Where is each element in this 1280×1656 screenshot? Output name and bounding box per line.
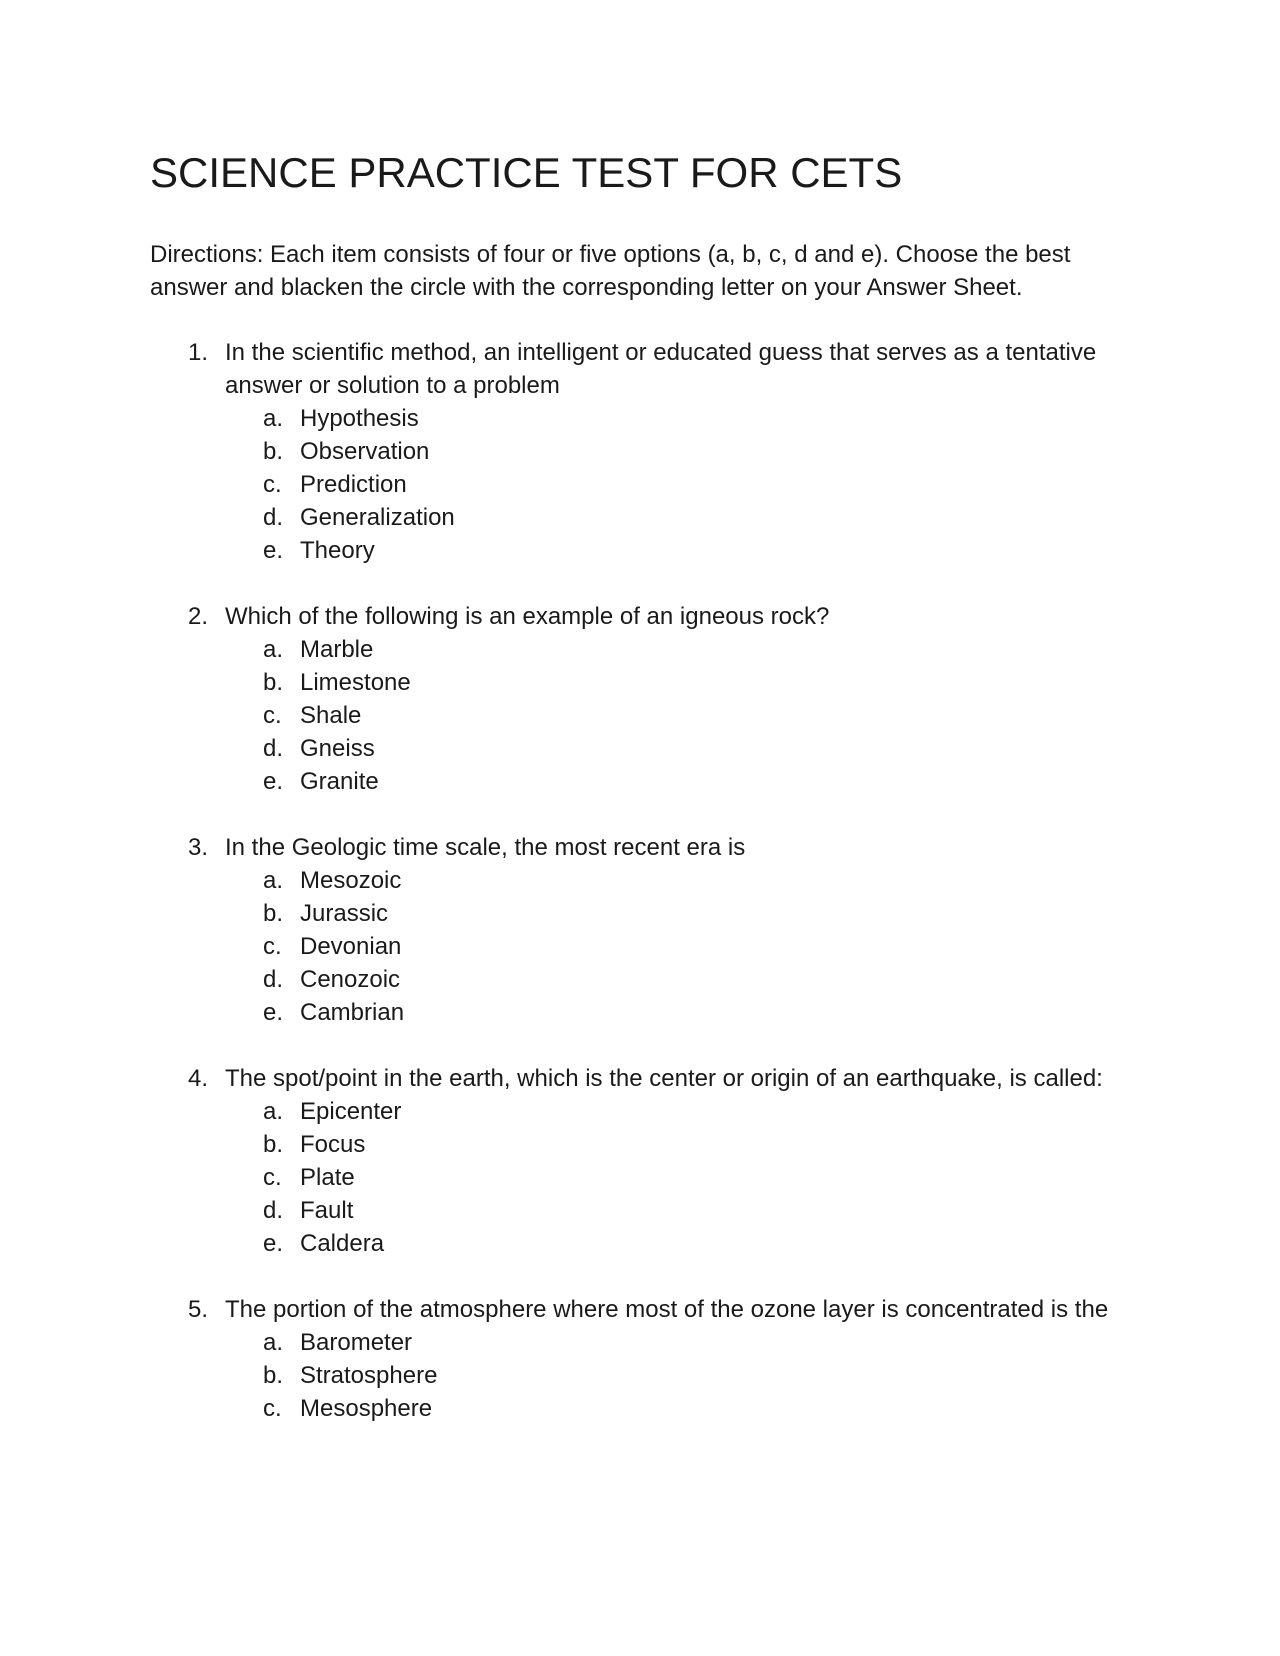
option-text: Barometer — [300, 1329, 413, 1356]
option-item — [150, 996, 1150, 1029]
option-text: Focus — [300, 1131, 366, 1158]
option-item — [150, 930, 1150, 963]
option-letter: a. — [263, 636, 284, 663]
option-item — [150, 1095, 1150, 1128]
question-item — [150, 831, 1150, 1029]
option-item — [150, 699, 1150, 732]
option-item — [150, 501, 1150, 534]
question-text: In the scientific method, an intelligent or educated guess that serves as a tentative answer or solution to a problem — [225, 339, 1097, 399]
option-text: Observation — [300, 438, 430, 465]
directions-text: Directions: Each item consists of four or five options (a, b, c, d and e). Choose the best answer and blacken the circle with the corresponding letter on your Answer Sheet. — [150, 241, 1071, 301]
question-number: 1. — [188, 339, 209, 366]
option-text: Caldera — [300, 1230, 385, 1257]
question-number: 3. — [188, 834, 209, 861]
option-item — [150, 963, 1150, 996]
question-list — [150, 336, 1150, 1458]
option-letter: e. — [263, 768, 284, 795]
option-text: Prediction — [300, 471, 407, 498]
option-text: Cenozoic — [300, 966, 401, 993]
option-letter: c. — [263, 1395, 282, 1422]
option-letter: b. — [263, 1131, 284, 1158]
question-number: 2. — [188, 603, 209, 630]
question-item — [150, 1062, 1150, 1260]
option-text: Generalization — [300, 504, 455, 531]
option-item — [150, 1392, 1150, 1425]
question-text: Which of the following is an example of an igneous rock? — [225, 603, 830, 630]
option-item — [150, 534, 1150, 567]
option-letter: e. — [263, 537, 284, 564]
option-letter: c. — [263, 933, 282, 960]
question-number: 4. — [188, 1065, 209, 1092]
option-item — [150, 1326, 1150, 1359]
option-item — [150, 1227, 1150, 1260]
option-list — [150, 633, 1150, 798]
option-letter: b. — [263, 669, 284, 696]
question-text: In the Geologic time scale, the most recent era is — [225, 834, 746, 861]
question-item — [150, 336, 1150, 567]
option-letter: c. — [263, 1164, 282, 1191]
option-text: Mesosphere — [300, 1395, 433, 1422]
option-text: Fault — [300, 1197, 354, 1224]
question-number: 5. — [188, 1296, 209, 1323]
option-item — [150, 468, 1150, 501]
option-item — [150, 1128, 1150, 1161]
option-letter: a. — [263, 1329, 284, 1356]
option-item — [150, 633, 1150, 666]
option-text: Marble — [300, 636, 374, 663]
option-item — [150, 864, 1150, 897]
option-letter: d. — [263, 1197, 284, 1224]
option-list — [150, 864, 1150, 1029]
option-letter: c. — [263, 471, 282, 498]
option-item — [150, 666, 1150, 699]
option-letter: b. — [263, 1362, 284, 1389]
option-item — [150, 435, 1150, 468]
question-item — [150, 1293, 1150, 1425]
option-item — [150, 1194, 1150, 1227]
option-item — [150, 1359, 1150, 1392]
option-text: Stratosphere — [300, 1362, 438, 1389]
option-letter: a. — [263, 405, 284, 432]
option-text: Plate — [300, 1164, 355, 1191]
option-text: Jurassic — [300, 900, 389, 927]
question-text: The portion of the atmosphere where most of the ozone layer is concentrated is the — [225, 1296, 1109, 1323]
option-letter: e. — [263, 1230, 284, 1257]
option-text: Granite — [300, 768, 379, 795]
option-text: Gneiss — [300, 735, 375, 762]
option-letter: b. — [263, 900, 284, 927]
option-item — [150, 1161, 1150, 1194]
option-item — [150, 897, 1150, 930]
option-letter: a. — [263, 867, 284, 894]
option-text: Limestone — [300, 669, 411, 696]
option-letter: d. — [263, 735, 284, 762]
question-text: The spot/point in the earth, which is the center or origin of an earthquake, is called: — [225, 1065, 1103, 1092]
option-letter: b. — [263, 438, 284, 465]
option-item — [150, 402, 1150, 435]
option-text: Devonian — [300, 933, 402, 960]
option-list — [150, 1326, 1150, 1425]
option-letter: d. — [263, 966, 284, 993]
option-text: Theory — [300, 537, 375, 564]
option-list — [150, 1095, 1150, 1260]
option-letter: e. — [263, 999, 284, 1026]
option-text: Shale — [300, 702, 362, 729]
option-text: Mesozoic — [300, 867, 402, 894]
option-letter: d. — [263, 504, 284, 531]
option-item — [150, 765, 1150, 798]
option-letter: c. — [263, 702, 282, 729]
page-title: SCIENCE PRACTICE TEST FOR CETS — [150, 149, 903, 196]
option-text: Hypothesis — [300, 405, 419, 432]
option-list — [150, 402, 1150, 567]
option-text: Cambrian — [300, 999, 405, 1026]
option-item — [150, 732, 1150, 765]
question-item — [150, 600, 1150, 798]
option-letter: a. — [263, 1098, 284, 1125]
option-text: Epicenter — [300, 1098, 402, 1125]
